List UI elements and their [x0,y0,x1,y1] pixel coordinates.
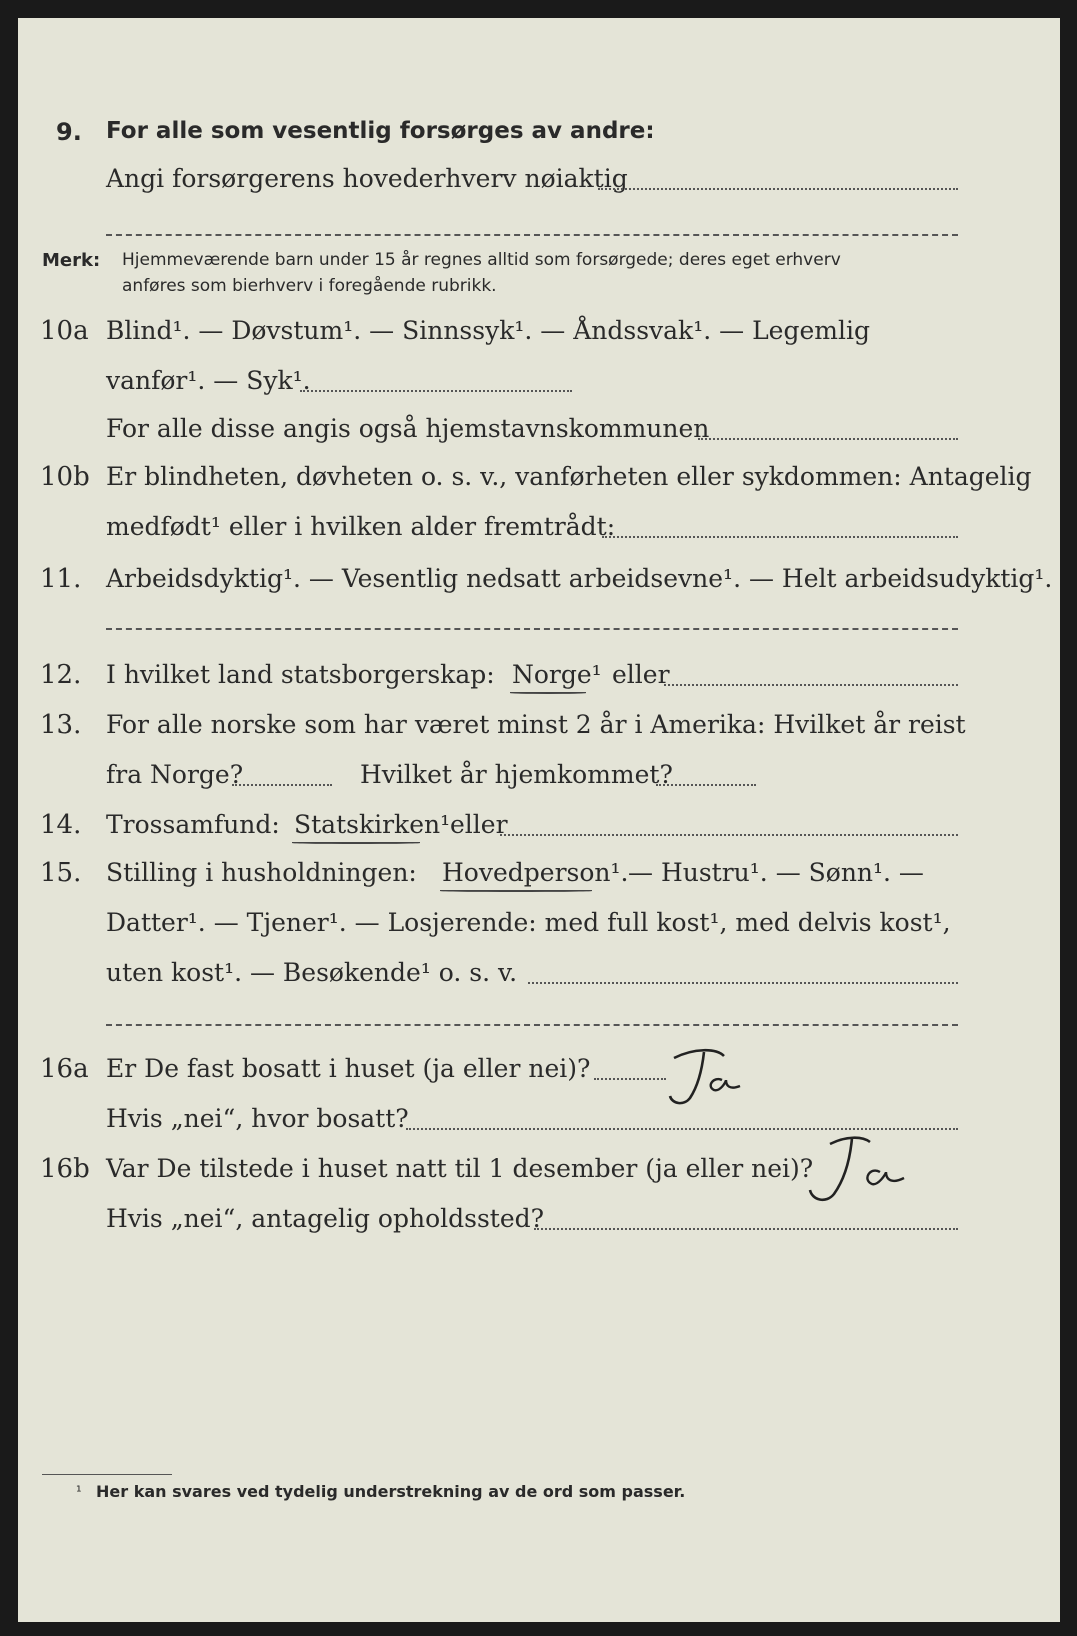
q11-number: 11. [40,564,82,594]
q12-answer-line[interactable] [664,684,958,686]
q16a-number: 16a [40,1054,89,1084]
q10a-municipality-answer-line[interactable] [698,438,958,440]
q10b-number: 10b [40,462,90,492]
q16b-handwriting-ja [806,1134,916,1210]
footnote-mark: ¹ [76,1484,82,1500]
q13-america-question: For alle norske som har været minst 2 år i Amerika: Hvilket år reist [106,710,966,739]
q16a-where-label: Hvis „nei“, hvor bosatt? [106,1104,409,1133]
q15-answer-line[interactable] [528,982,958,984]
q14-religion-label: Trossamfund: [106,810,280,839]
q9-heading: For alle som vesentlig forsørges av andre: [106,118,655,144]
q10b-answer-line[interactable] [602,536,958,538]
q15-options-line3: uten kost¹. — Besøkende¹ o. s. v. [106,958,518,987]
q10a-home-municipality-label: For alle disse angis også hjemstavnskommunen [106,414,710,443]
q14-or-label: eller [450,810,508,839]
q14-underline-mark [292,842,420,844]
merk-label: Merk: [42,250,101,271]
q16a-handwriting-ja [664,1046,754,1112]
q16b-number: 16b [40,1154,90,1184]
q15-options-line2: Datter¹. — Tjener¹. — Losjerende: med full kost¹, med delvis kost¹, [106,908,951,937]
q16b-present-question: Var De tilstede i huset natt til 1 desember (ja eller nei)? [106,1154,814,1183]
q15-answer-line-2[interactable] [106,1024,958,1026]
q13-number: 13. [40,710,82,740]
q13-returned-year-line[interactable] [656,784,756,786]
q16b-handwritten-answer [806,1134,916,1214]
q13-left-norway-label: fra Norge? [106,760,244,789]
q9-answer-line[interactable] [598,188,958,190]
q14-number: 14. [40,810,82,840]
q9-answer-line-2[interactable] [106,234,958,236]
q16a-where-answer-line[interactable] [406,1128,958,1130]
q15-household-label: Stilling i husholdningen: [106,858,417,887]
q15-options-line1: — Hustru¹. — Sønn¹. — [628,858,924,887]
q16b-where-answer-line[interactable] [534,1228,958,1230]
q14-selected-state-church[interactable]: Statskirken¹ [294,810,451,839]
q10a-number: 10a [40,316,89,346]
q10a-conditions-line2: vanfør¹. — Syk¹. [106,366,311,395]
q10a-conditions-line1: Blind¹. — Døvstum¹. — Sinnssyk¹. — Åndssvak¹. — Legemlig [106,316,870,345]
q16b-where-label: Hvis „nei“, antagelig opholdssted? [106,1204,545,1233]
q10b-question-line1: Er blindheten, døvheten o. s. v., vanførheten eller sykdommen: Antagelig [106,462,1032,491]
q16a-handwritten-answer [664,1046,754,1116]
q12-underline-mark [510,692,586,694]
q13-left-year-line[interactable] [232,784,332,786]
q15-selected-head[interactable]: Hovedperson¹. [442,858,629,887]
q16a-answer-line[interactable] [594,1078,666,1080]
q11-work-capacity-options: Arbeidsdyktig¹. — Vesentlig nedsatt arbeidsevne¹. — Helt arbeidsudyktig¹. [106,564,1053,593]
q15-underline-mark [440,890,592,892]
merk-text-line1: Hjemmeværende barn under 15 år regnes alltid som forsørgede; deres eget erhverv [122,250,841,270]
q11-answer-line[interactable] [106,628,958,630]
q15-number: 15. [40,858,82,888]
q12-selected-norway[interactable]: Norge¹ [512,660,602,689]
q13-returned-label: Hvilket år hjemkommet? [360,760,673,789]
q12-or-label: eller [612,660,670,689]
footnote-text: Her kan svares ved tydelig understrekning av de ord som passer. [96,1482,686,1501]
q16a-resident-question: Er De fast bosatt i huset (ja eller nei)? [106,1054,591,1083]
merk-text-line2: anføres som bierhverv i foregående rubrikk. [122,276,497,296]
q9-provider-occupation-label: Angi forsørgerens hovederhverv nøiaktig [106,164,628,193]
q12-citizenship-label: I hvilket land statsborgerskap: [106,660,495,689]
q10a-answer-line[interactable] [300,390,572,392]
q9-number: 9. [56,118,82,146]
footnote-separator [42,1474,172,1475]
q10b-question-line2: medfødt¹ eller i hvilken alder fremtrådt: [106,512,616,541]
q14-answer-line[interactable] [500,834,958,836]
census-form-page [18,18,1060,1622]
q12-number: 12. [40,660,82,690]
